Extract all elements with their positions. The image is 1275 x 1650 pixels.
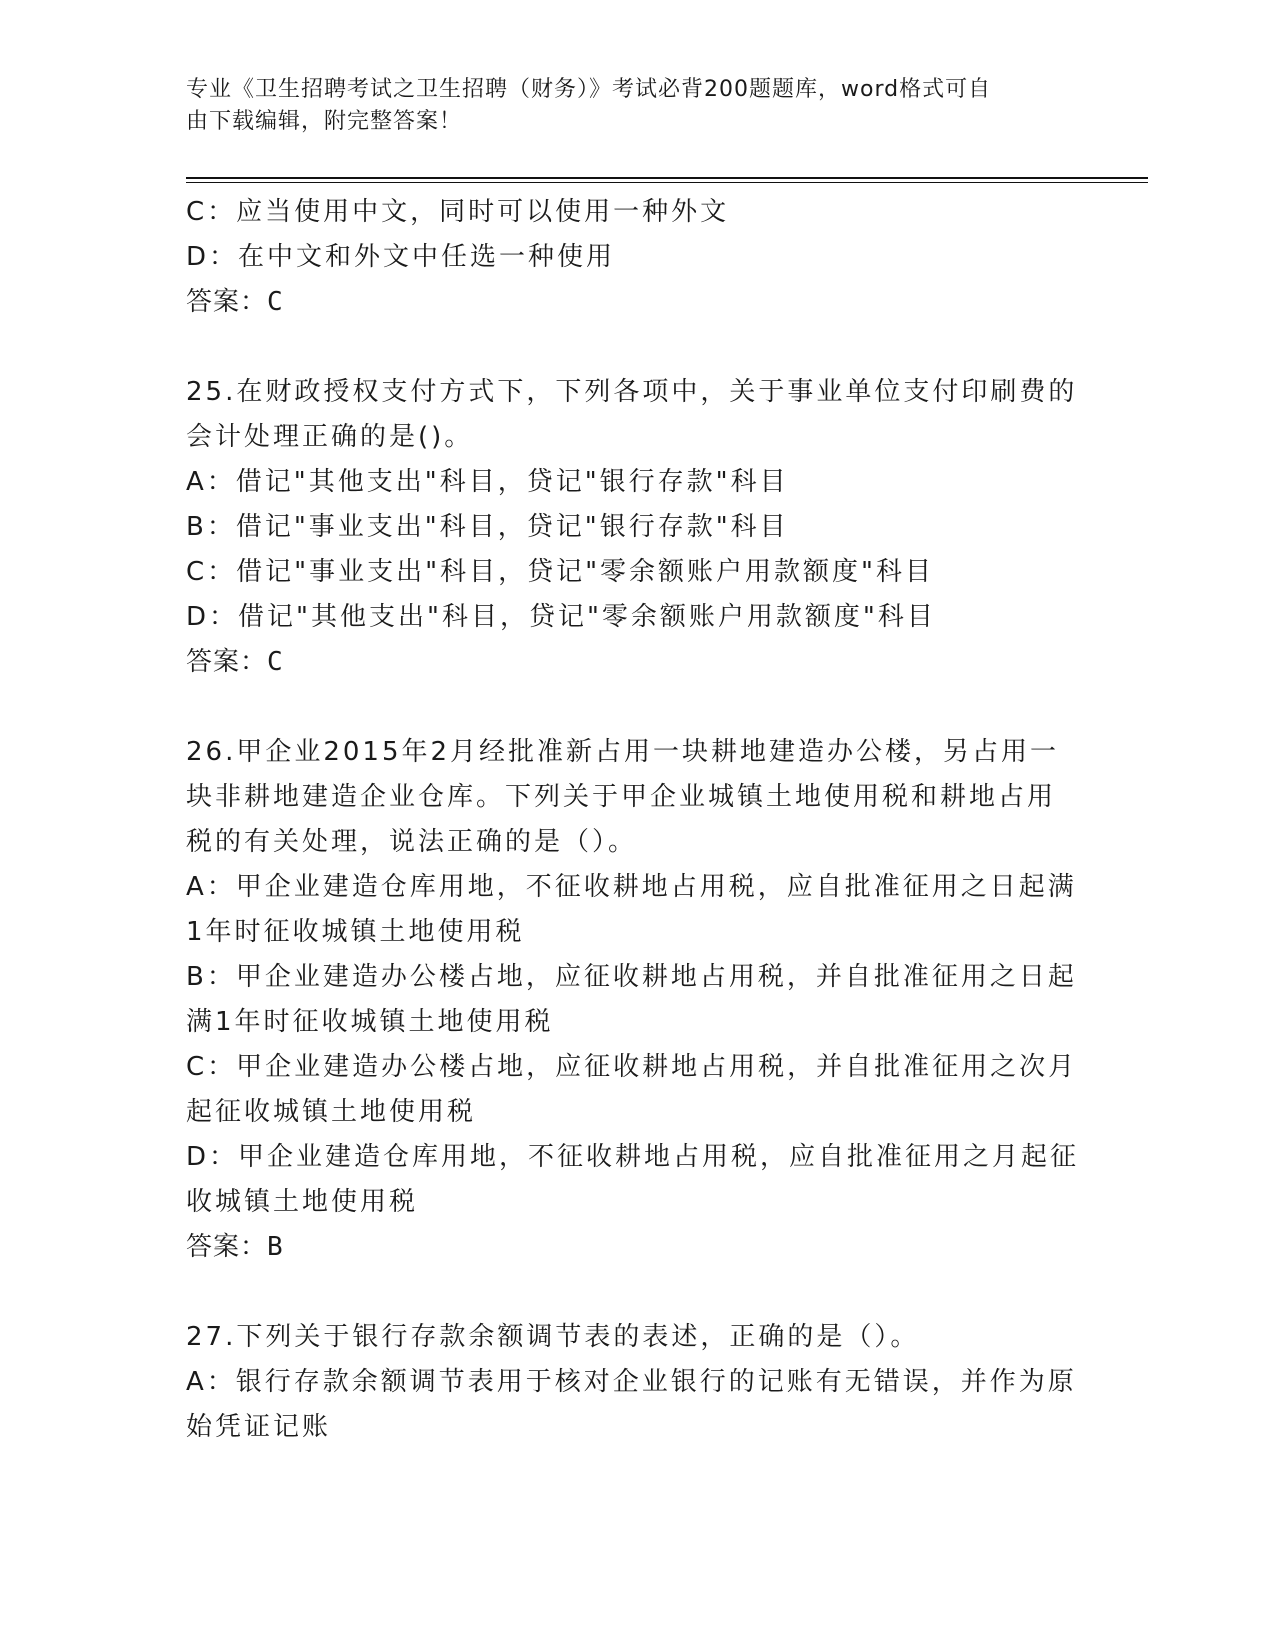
- option-a: A：银行存款余额调节表用于核对企业银行的记账有无错误，并作为原: [186, 1367, 1077, 1397]
- question-stem: 26.甲企业2015年2月经批准新占用一块耕地建造办公楼，另占用一: [186, 737, 1060, 767]
- option-b: B：借记"事业支出"科目，贷记"银行存款"科目: [186, 512, 789, 542]
- option-c: C：应当使用中文，同时可以使用一种外文: [186, 197, 730, 227]
- option-a: A：借记"其他支出"科目，贷记"银行存款"科目: [186, 467, 789, 497]
- option-d: D：在中文和外文中任选一种使用: [186, 242, 616, 272]
- option-c: 起征收城镇土地使用税: [186, 1097, 477, 1127]
- answer: 答案：B: [186, 1232, 284, 1262]
- option-b: 满1年时征收城镇土地使用税: [186, 1007, 554, 1037]
- question-27: [186, 1315, 1086, 1450]
- document-body: [186, 190, 1086, 1450]
- page-header: [186, 74, 1066, 138]
- option-d: D：甲企业建造仓库用地，不征收耕地占用税，应自批准征用之月起征: [186, 1142, 1080, 1172]
- answer: 答案：C: [186, 287, 284, 317]
- question-26: [186, 730, 1086, 1270]
- option-d: 收城镇土地使用税: [186, 1187, 419, 1217]
- question-stem: 27.下列关于银行存款余额调节表的表述，正确的是（）。: [186, 1322, 920, 1352]
- header-line: 由下载编辑，附完整答案！: [186, 109, 463, 134]
- question-25: [186, 370, 1086, 685]
- option-d: D：借记"其他支出"科目，贷记"零余额账户用款额度"科目: [186, 602, 936, 632]
- question-stem: 块非耕地建造企业仓库。下列关于甲企业城镇土地使用税和耕地占用: [186, 782, 1057, 812]
- option-c: C：甲企业建造办公楼占地，应征收耕地占用税，并自批准征用之次月: [186, 1052, 1078, 1082]
- question-stem: 税的有关处理，说法正确的是（）。: [186, 827, 638, 857]
- spacer: [186, 685, 1086, 730]
- option-a: 始凭证记账: [186, 1412, 332, 1442]
- question-stem: 25.在财政授权支付方式下，下列各项中，关于事业单位支付印刷费的: [186, 377, 1078, 407]
- spacer: [186, 325, 1086, 370]
- answer: 答案：C: [186, 647, 284, 677]
- header-divider-thin: [186, 182, 1148, 183]
- header-line: 专业《卫生招聘考试之卫生招聘（财务）》考试必背200题题库，word格式可自: [186, 77, 992, 102]
- question-stem: 会计处理正确的是()。: [186, 422, 474, 452]
- option-b: B：甲企业建造办公楼占地，应征收耕地占用税，并自批准征用之日起: [186, 962, 1077, 992]
- question-24-tail: [186, 190, 1086, 325]
- spacer: [186, 1270, 1086, 1315]
- option-a: A：甲企业建造仓库用地，不征收耕地占用税，应自批准征用之日起满: [186, 872, 1077, 902]
- header-divider: [186, 177, 1148, 179]
- option-c: C：借记"事业支出"科目，贷记"零余额账户用款额度"科目: [186, 557, 934, 587]
- option-a: 1年时征收城镇土地使用税: [186, 917, 525, 947]
